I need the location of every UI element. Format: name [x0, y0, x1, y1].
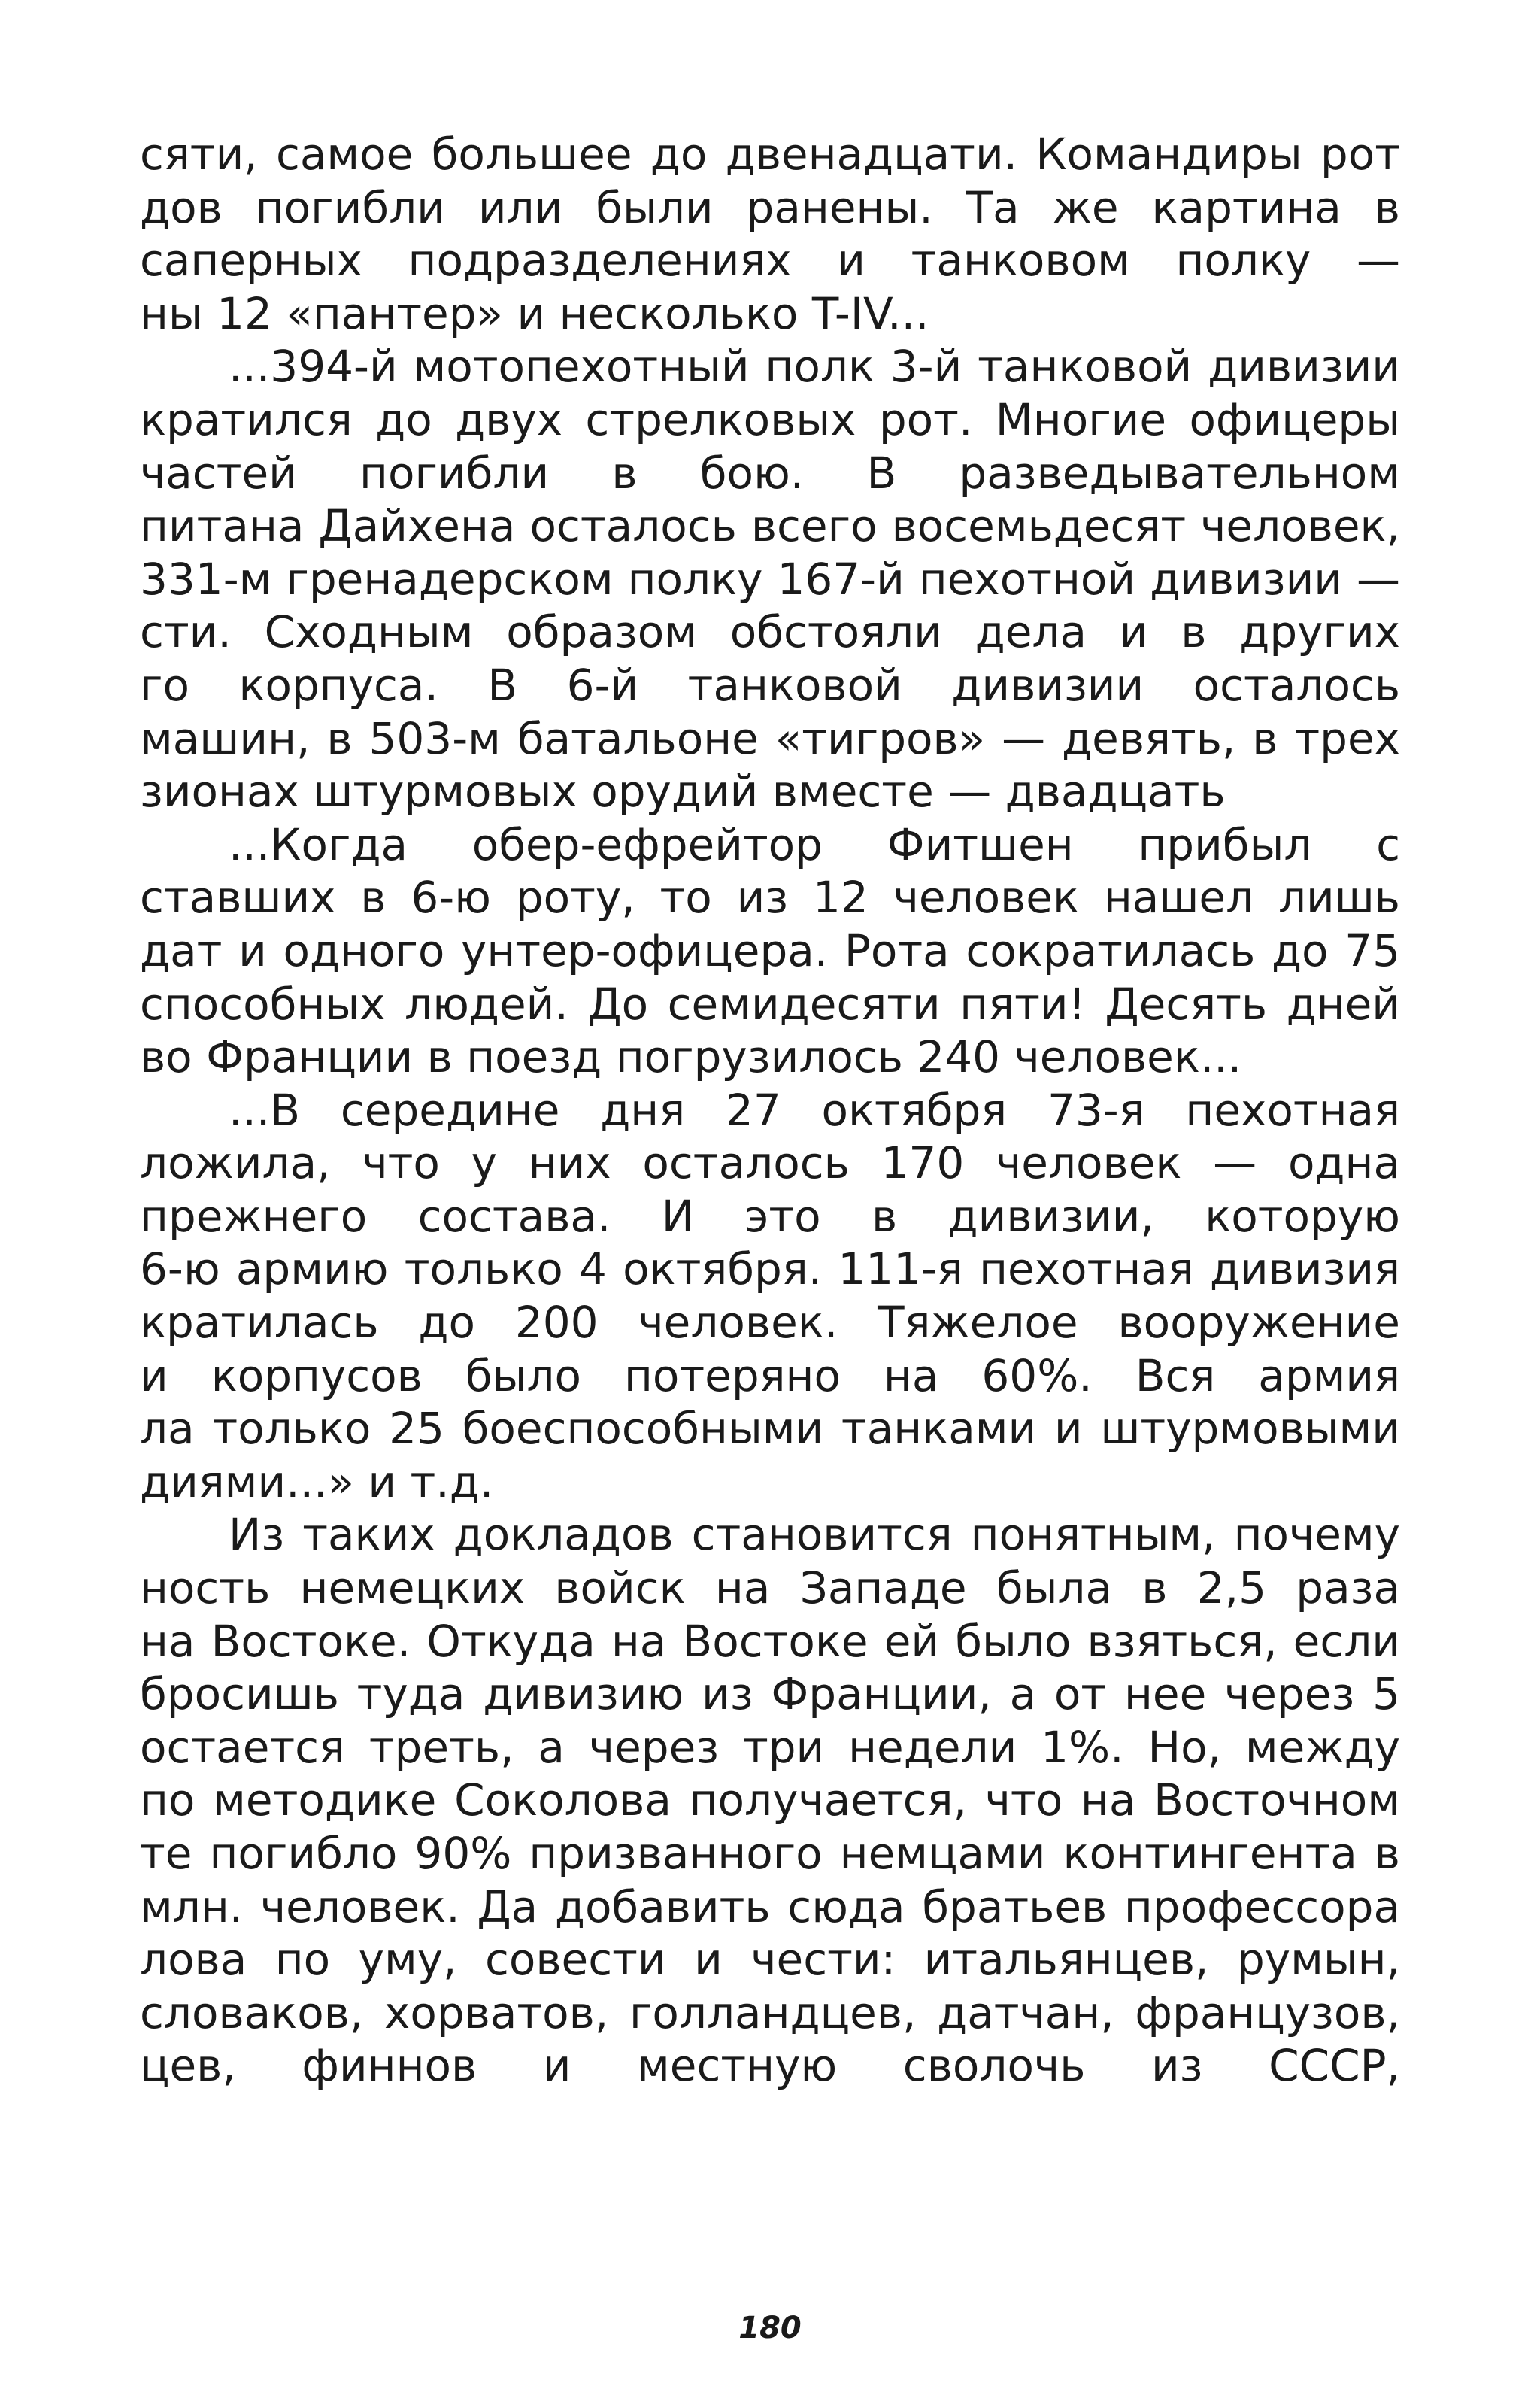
text-line: дат и одного унтер-офицера. Рота сократилась до 75 — [140, 924, 1400, 976]
body-text — [140, 128, 1400, 2093]
page-number: 180 — [738, 2311, 802, 2345]
text-line: диями...» и т.д. — [140, 1455, 494, 1507]
text-line: бросишь туда дивизию из Франции, а от нее через 5 — [140, 1668, 1400, 1720]
text-line: ла только 25 боеспособными танками и штурмовыми — [140, 1403, 1400, 1455]
text-line: сяти, самое большее до двенадцати. Командиры рот — [140, 129, 1400, 180]
text-line: словаков, хорватов, голландцев, датчан, французов, — [140, 1987, 1400, 2038]
text-line: кратился до двух стрелковых рот. Многие офицеры — [140, 393, 1400, 445]
text-line: лова по уму, совести и чести: итальянцев, румын, — [140, 1934, 1400, 1986]
text-line: Из таких докладов становится понятным, почему — [229, 1509, 1400, 1561]
text-line: 6-ю армию только 4 октября. 111-я пехотная дивизия — [140, 1243, 1400, 1295]
text-line: ложила, что у них осталось 170 человек — одна — [140, 1137, 1400, 1189]
text-line: во Франции в поезд погрузилось 240 человек... — [140, 1031, 1242, 1083]
text-line: ность немецких войск на Западе была в 2,5 раза — [140, 1562, 1400, 1614]
text-line: те погибло 90% призванного немцами контингента в — [140, 1828, 1400, 1879]
text-line: ны 12 «пантер» и несколько T-IV... — [140, 287, 929, 339]
text-line: прежнего состава. И это в дивизии, которую — [140, 1190, 1400, 1242]
text-line: остается треть, а через три недели 1%. Но, между — [140, 1721, 1400, 1773]
text-line: млн. человек. Да добавить сюда братьев профессора — [140, 1880, 1400, 1932]
text-line: машин, в 503-м батальоне «тигров» — девять, в трех — [140, 712, 1400, 764]
text-line: саперных подразделениях и танковом полку — — [140, 235, 1400, 287]
text-line: 331-м гренадерском полку 167-й пехотной дивизии — — [140, 553, 1400, 605]
text-line: ...Когда обер-ефрейтор Фитшен прибыл с — [229, 818, 1400, 870]
text-line: по методике Соколова получается, что на Восточном — [140, 1774, 1400, 1826]
text-line: сти. Сходным образом обстояли дела и в других — [140, 606, 1400, 658]
text-line: на Востоке. Откуда на Востоке ей было взяться, если — [140, 1615, 1400, 1667]
text-line: дов погибли или были ранены. Та же картина в — [140, 181, 1400, 233]
text-line: ...394-й мотопехотный полк 3-й танковой дивизии — [229, 341, 1400, 393]
text-line: цев, финнов и местную сволочь из СССР, — [140, 2040, 1400, 2092]
text-line: го корпуса. В 6-й танковой дивизии осталось — [140, 659, 1400, 711]
text-line: зионах штурмовых орудий вместе — двадцать — [140, 766, 1226, 818]
text-line: ...В середине дня 27 октября 73-я пехотная — [229, 1084, 1400, 1136]
text-line: кратилась до 200 человек. Тяжелое вооружение — [140, 1297, 1400, 1349]
text-line: питана Дайхена осталось всего восемьдесят человек, — [140, 500, 1400, 552]
text-line: ставших в 6-ю роту, то из 12 человек нашел лишь — [140, 872, 1400, 924]
text-line: способных людей. До семидесяти пяти! Десять дней — [140, 978, 1400, 1030]
text-line: частей погибли в бою. В разведывательном — [140, 447, 1400, 499]
text-line: и корпусов было потеряно на 60%. Вся армия — [140, 1349, 1400, 1401]
